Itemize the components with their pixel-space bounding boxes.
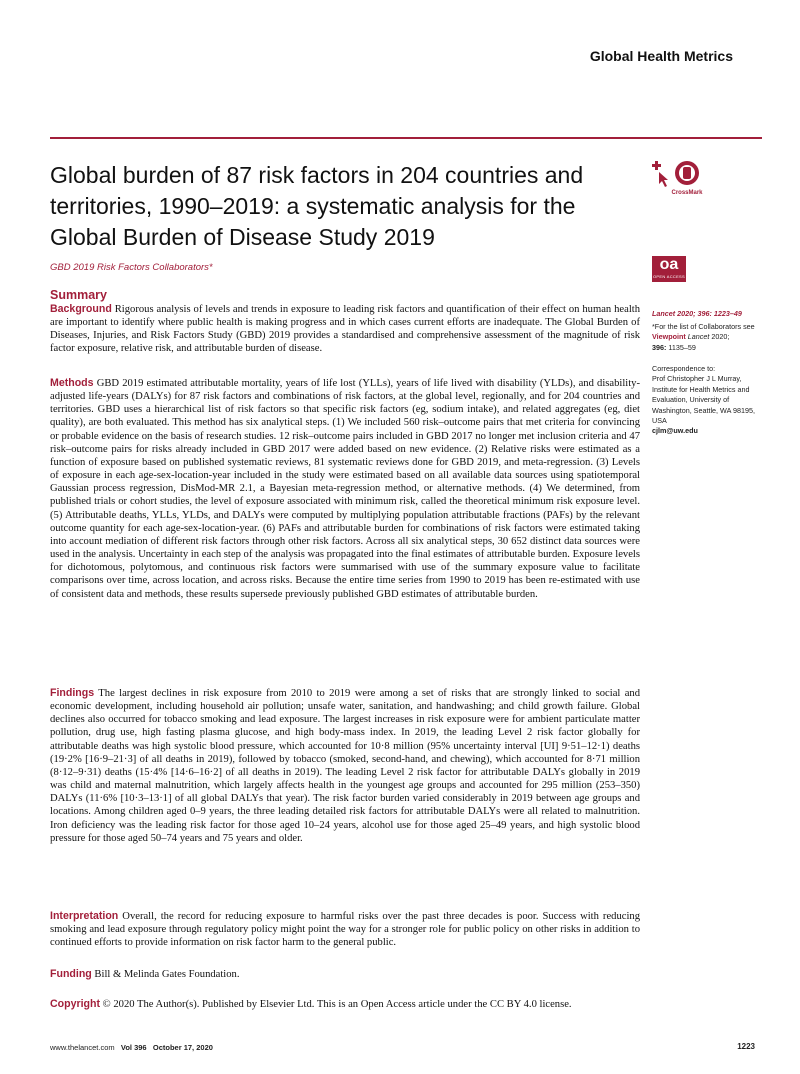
crossmark-icon[interactable] xyxy=(652,160,706,202)
findings-label: Findings xyxy=(50,687,95,699)
background-label: Background xyxy=(50,303,112,315)
oa-label: oa xyxy=(659,256,679,273)
section-label: Global Health Metrics xyxy=(589,48,733,64)
findings-paragraph xyxy=(50,687,640,845)
interpretation-text: Overall, the record for reducing exposure to harmful risks over the past three decades is poor. Success with reducing smoking and lead exposure through regulatory policy might point the way for a stronger role for public policy on other risks in addition to continued efforts to provide information on risk factor harm to the general public. xyxy=(50,911,640,949)
copyright-paragraph xyxy=(50,998,640,1011)
note-year: 2020; xyxy=(709,332,730,342)
interpretation-paragraph xyxy=(50,910,640,949)
correspondence-email[interactable]: cjlm@uw.edu xyxy=(652,426,698,436)
correspondence-name: Prof Christopher J L Murray, xyxy=(652,374,742,384)
correspondence-heading: Correspondence to: xyxy=(652,364,716,373)
funding-text: Bill & Melinda Gates Foundation. xyxy=(91,969,240,980)
open-access-badge xyxy=(652,256,686,282)
funding-label: Funding xyxy=(50,968,92,980)
note-journal: Lancet xyxy=(685,332,710,342)
footer-site[interactable]: www.thelancet.com xyxy=(50,1043,115,1052)
methods-text: GBD 2019 estimated attributable mortality, years of life lost (YLLs), years of life lived with disability (YLDs), and disability-adjusted life-years (DALYs) for 87 risk factors and combinations of risk factors, at the global level, regionally, and for 204 countries and territories. GBD uses a hierarchical list of risk factors so that specific risk factors (eg, sodium intake), and related aggregates (eg, diet quality), are both evaluated. This method has six analytical steps. (1) We included 560 risk–outcome pairs that met criteria for convincing or probable evidence on the basis of research studies. 12 risk–outcome pairs included in GBD 2017 no longer met inclusion criteria and 47 risk–outcome pairs for risks already included in GBD 2017 were added based on new evidence. (2) Relative risks were estimated as a function of exposure based on published systematic reviews, 81 systematic reviews done for GBD 2019, and meta-regression. (3) Levels of exposure in each age-sex-location-year included in the study were estimated based on all available data sources using spatiotemporal Gaussian process regression, DisMod-MR 2.1, a Bayesian meta-regression method, or alternative methods. (4) We determined, from published trials or cohort studies, the level of exposure associated with minimum risk, called the theoretical minimum risk exposure level. (5) Attributable deaths, YLLs, YLDs, and DALYs were computed by multiplying population attributable fractions (PAFs) by the relevant outcome quantity for each age-sex-location-year. (6) PAFs and attributable burden for combinations of risk factors were estimated taking into account mediation of different risk factors through other risk factors. Across all six analytical steps, 30 652 distinct data sources were used in the analysis. Uncertainty in each step of the analysis was propagated into the final estimates of attributable burden. Exposure levels for dichotomous, polytomous, and continuous risk factors were summarised with use of the summary exposure value to facilitate comparisons over time, across location, and across risks. Because the entire time series from 1990 to 2019 has been re-estimated with use of consistent data and methods, these results supersede previously published GBD estimates of attributable burden. xyxy=(50,378,640,600)
copyright-text: © 2020 The Author(s). Published by Elsevier Ltd. This is an Open Access article under the CC BY 4.0 license. xyxy=(100,999,572,1010)
footer-volume: Vol 396 xyxy=(120,1043,147,1052)
crossmark-label: CrossMark xyxy=(671,190,703,196)
header-rule xyxy=(50,137,762,139)
note-prefix: *For the list of Collaborators see xyxy=(652,322,755,331)
citation: Lancet 2020; 396: 1223–49 xyxy=(652,309,742,318)
copyright-label: Copyright xyxy=(50,998,101,1010)
note-pages: 1135–59 xyxy=(666,342,696,352)
author-byline[interactable]: GBD 2019 Risk Factors Collaborators* xyxy=(50,262,213,273)
footer-date: October 17, 2020 xyxy=(152,1043,213,1052)
note-volume: 396: xyxy=(652,342,667,352)
oa-sub-label: OPEN ACCESS xyxy=(653,274,685,279)
summary-heading: Summary xyxy=(50,288,107,302)
footer-info xyxy=(50,1043,213,1052)
findings-text: The largest declines in risk exposure from 2010 to 2019 were among a set of risks that are strongly linked to social and economic development, including household air pollution; unsafe water, sanitation, and handwashing; and child growth failure. Global declines also occurred for tobacco smoking and lead exposure. The largest increases in risk exposure were for ambient particulate matter pollution, drug use, high fasting plasma glucose, and high body-mass index. In 2019, the leading Level 2 risk factor globally for attributable deaths was high systolic blood pressure, which accounted for 10·8 million (95% uncertainty interval [UI] 9·51–12·1) deaths (19·2% [16·9–21·3] of all deaths in 2019), followed by tobacco (smoked, second-hand, and chewing), which accounted for 8·71 million (8·12–9·31) deaths (15·4% [14·6–16·2] of all deaths in 2019). The leading Level 2 risk factor for attributable DALYs globally in 2019 was child and maternal malnutrition, which largely affects health in the youngest age groups and accounted for 295 million (253–350) DALYs (11·6% [10·3–13·1] of all global DALYs that year). The risk factor burden varied considerably in 2019 between age groups and locations. Among children aged 0–9 years, the three leading detailed risk factors for attributable DALYs were all related to malnutrition. Iron deficiency was the leading risk factor for those aged 10–24 years, alcohol use for those aged 25–49 years, and high systolic blood pressure for those aged 50–74 years and 75 years and older. xyxy=(50,688,640,844)
background-paragraph xyxy=(50,303,640,356)
article-title: Global burden of 87 risk factors in 204 countries and territories, 1990–2019: a systematic analysis for the Global Burden of Disease Study 2019 xyxy=(50,162,584,250)
viewpoint-link[interactable]: Viewpoint xyxy=(652,332,686,342)
methods-paragraph xyxy=(50,377,640,601)
page-number: 1223 xyxy=(737,1042,755,1051)
interpretation-label: Interpretation xyxy=(50,910,119,922)
correspondence-block xyxy=(652,364,767,437)
collaborators-note xyxy=(652,322,767,353)
background-text: Rigorous analysis of levels and trends in exposure to leading risk factors and quantification of their effect on human health are important to identify where public health is making progress and in which cases current efforts are inadequate. The Global Burden of Diseases, Injuries, and Risk Factors Study (GBD) 2019 provides a standardised and comprehensive assessment of the magnitude of risk factor exposure, relative risk, and attributable burden of disease. xyxy=(50,304,640,355)
correspondence-institute: Institute for Health Metrics and Evaluation, University of Washington, Seattle, WA 98195, USA xyxy=(652,384,755,426)
funding-paragraph xyxy=(50,968,640,981)
methods-label: Methods xyxy=(50,377,94,389)
